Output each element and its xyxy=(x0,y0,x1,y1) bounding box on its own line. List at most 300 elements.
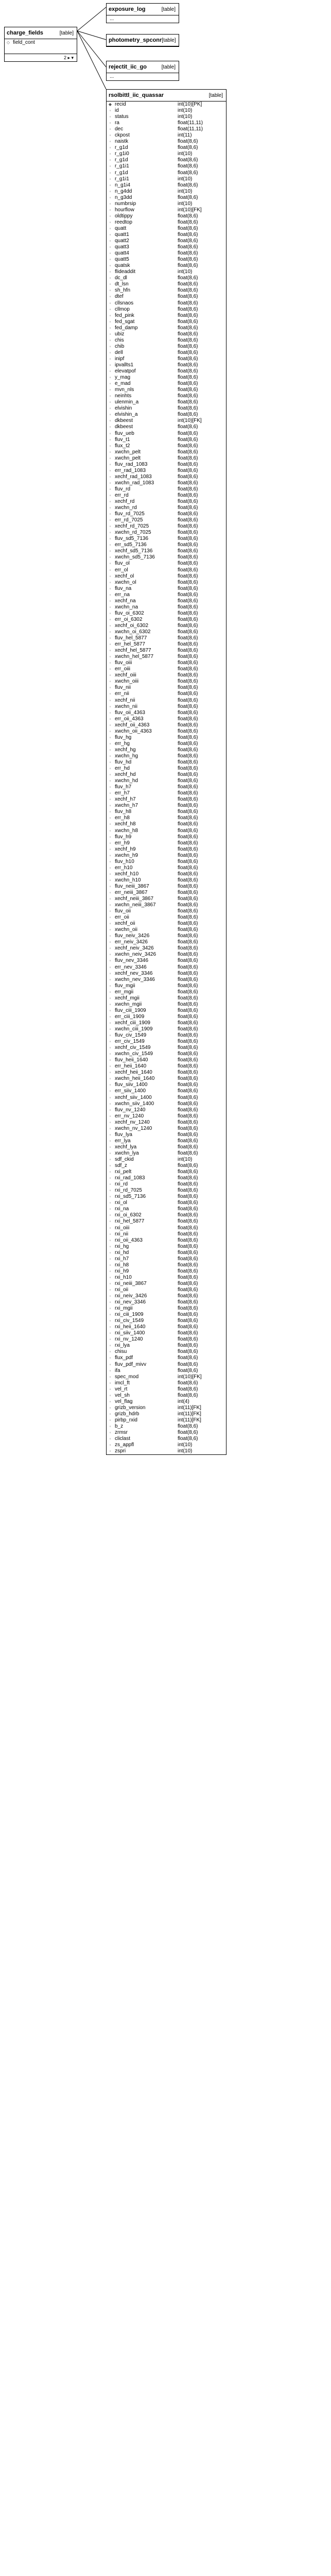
column-icon: ◦ xyxy=(109,1287,111,1292)
column-icon: ◦ xyxy=(109,673,111,678)
column-name: b_z xyxy=(115,1423,124,1429)
table-row xyxy=(107,598,226,604)
column-icon: ◦ xyxy=(109,369,111,374)
column-type: float(8,6) xyxy=(178,300,198,306)
column-icon: ◦ xyxy=(109,1089,111,1094)
column-name: xwchn_hd xyxy=(115,778,138,784)
column-icon: ◦ xyxy=(109,394,111,399)
table-charge-fields[interactable] xyxy=(4,27,77,62)
table-row xyxy=(107,1411,226,1417)
column-name: xwchn_oi_6302 xyxy=(115,629,151,635)
column-icon: ◦ xyxy=(109,1002,111,1007)
column-name: n_g3dd xyxy=(115,194,132,200)
table-row xyxy=(107,790,226,796)
table-row xyxy=(107,561,226,567)
table-row xyxy=(107,592,226,598)
table-footer xyxy=(5,54,77,61)
column-icon: ◦ xyxy=(109,1325,111,1330)
table-row xyxy=(107,443,226,449)
column-type: int(10)[FK] xyxy=(178,207,202,213)
column-icon: ◦ xyxy=(109,1070,111,1075)
column-icon: ◦ xyxy=(109,1231,111,1236)
column-name: xwchn_nii xyxy=(115,703,137,709)
column-type: float(8,6) xyxy=(178,542,198,548)
table-row xyxy=(107,1330,226,1336)
column-type: float(8,6) xyxy=(178,766,198,772)
column-name: quatsk xyxy=(115,263,130,269)
column-type: float(8,6) xyxy=(178,530,198,536)
column-icon: ◦ xyxy=(109,921,111,926)
column-name: r_g1d xyxy=(115,157,128,163)
column-type: float(8,6) xyxy=(178,697,198,703)
column-icon: ◦ xyxy=(109,549,111,554)
table-row xyxy=(107,337,226,344)
table-row xyxy=(107,430,226,436)
link-line xyxy=(77,7,106,31)
column-type: int(10)[FK] xyxy=(178,418,202,424)
column-name: vel_sh xyxy=(115,1392,130,1398)
column-type: float(8,6) xyxy=(178,443,198,449)
column-type: float(8,6) xyxy=(178,486,198,492)
column-name: xwchn_hg xyxy=(115,753,138,759)
column-type: float(8,6) xyxy=(178,877,198,883)
column-type: float(8,6) xyxy=(178,1336,198,1343)
column-type: int(10) xyxy=(178,176,193,182)
column-name: rxi_heii_1640 xyxy=(115,1324,146,1330)
column-type: float(8,6) xyxy=(178,790,198,796)
column-name: vel_flag xyxy=(115,1398,133,1404)
column-icon: ◦ xyxy=(109,1039,111,1044)
column-icon: ◦ xyxy=(109,896,111,902)
column-type: float(8,6) xyxy=(178,1386,198,1392)
column-name: grizb_version xyxy=(115,1404,146,1411)
column-icon: ◦ xyxy=(109,716,111,721)
table-row xyxy=(107,368,226,375)
column-icon: ◦ xyxy=(109,1033,111,1038)
column-icon: ◦ xyxy=(109,573,111,579)
column-name: vel_rt xyxy=(115,1386,128,1392)
column-name: fed_pink xyxy=(115,312,134,318)
column-name: xwchn_oii xyxy=(115,927,137,933)
table-tag: [table] xyxy=(208,92,223,98)
table-row xyxy=(107,114,226,120)
table-row xyxy=(107,399,226,405)
column-icon: ◦ xyxy=(109,567,111,572)
column-type: float(8,6) xyxy=(178,430,198,436)
column-type: float(8,6) xyxy=(178,803,198,809)
table-row xyxy=(107,741,226,747)
column-name: xwchn_nv_1240 xyxy=(115,1125,152,1131)
column-icon: ◦ xyxy=(109,698,111,703)
column-name: sdf_z xyxy=(115,1163,127,1169)
column-type: float(8,6) xyxy=(178,244,198,250)
link-line xyxy=(77,31,106,67)
column-type: float(8,6) xyxy=(178,355,198,362)
column-type: float(8,6) xyxy=(178,1392,198,1398)
column-icon: ◦ xyxy=(109,797,111,802)
column-name: dc_dl xyxy=(115,275,127,281)
table-row xyxy=(107,747,226,753)
column-icon: ◦ xyxy=(109,1144,111,1149)
column-type: float(8,6) xyxy=(178,548,198,554)
table-row xyxy=(107,331,226,337)
column-icon: ◦ xyxy=(109,536,111,541)
column-name: xechf_civ_1549 xyxy=(115,1045,151,1051)
column-type: float(8,6) xyxy=(178,1367,198,1374)
key-icon: ◇ xyxy=(6,40,10,45)
column-name: xechf_oii xyxy=(115,921,135,927)
table-row xyxy=(5,39,77,46)
column-name: rxi_mgii xyxy=(115,1306,133,1312)
table-row xyxy=(107,108,226,114)
column-icon: ◦ xyxy=(109,337,111,343)
column-type: float(8,6) xyxy=(178,306,198,312)
column-type: float(8,6) xyxy=(178,616,198,622)
column-icon: ◦ xyxy=(109,213,111,218)
column-type: float(8,6) xyxy=(178,424,198,430)
column-icon: ◦ xyxy=(109,524,111,529)
column-type: float(8,6) xyxy=(178,1001,198,1007)
table-row xyxy=(107,1250,226,1256)
table-row xyxy=(107,716,226,722)
table-row xyxy=(107,474,226,480)
table-row xyxy=(107,672,226,679)
table-row xyxy=(107,505,226,511)
column-icon: ◦ xyxy=(109,294,111,299)
column-icon: ◦ xyxy=(109,307,111,312)
column-icon: ◦ xyxy=(109,350,111,355)
column-icon: ◦ xyxy=(109,207,111,212)
table-row xyxy=(107,1126,226,1132)
table-main[interactable] xyxy=(106,89,227,1455)
column-type: float(8,6) xyxy=(178,1113,198,1119)
column-type: float(8,6) xyxy=(178,889,198,895)
table-row xyxy=(107,275,226,281)
column-name: naistk xyxy=(115,139,129,145)
column-name: err_ol xyxy=(115,567,128,573)
column-icon: ◦ xyxy=(109,127,111,132)
column-name: fluv_hg xyxy=(115,734,132,740)
column-name: fed_damp xyxy=(115,325,138,331)
column-icon: ◦ xyxy=(109,772,111,777)
column-icon: ◦ xyxy=(109,1225,111,1230)
column-type: float(8,6) xyxy=(178,455,198,461)
column-icon: ◦ xyxy=(109,1343,111,1348)
column-type: float(8,6) xyxy=(178,1188,198,1194)
column-name: xwchn_pelt xyxy=(115,449,141,455)
column-icon: ◦ xyxy=(109,474,111,479)
table-header xyxy=(107,4,179,15)
column-icon: ◦ xyxy=(109,486,111,492)
table-row xyxy=(107,902,226,908)
column-icon: ◦ xyxy=(109,1052,111,1057)
column-type: float(8,6) xyxy=(178,740,198,747)
column-type: float(8,6) xyxy=(178,536,198,542)
column-name: mvn_nls xyxy=(115,387,134,393)
table-row xyxy=(107,580,226,586)
column-type: float(8,6) xyxy=(178,679,198,685)
table-row xyxy=(107,1405,226,1411)
table-row xyxy=(107,1287,226,1293)
column-icon: ◦ xyxy=(109,1349,111,1354)
table-row xyxy=(107,287,226,294)
column-name: fluv_nv_1240 xyxy=(115,1107,146,1113)
table-row xyxy=(107,617,226,623)
column-name: rxi_neiii_3867 xyxy=(115,1280,147,1286)
table-row xyxy=(107,101,226,108)
column-icon: ◦ xyxy=(109,1101,111,1106)
table-row xyxy=(107,1026,226,1032)
column-icon: ◦ xyxy=(109,685,111,690)
column-type: float(8,6) xyxy=(178,809,198,815)
table-row xyxy=(107,1349,226,1355)
table-row xyxy=(107,238,226,244)
table-row xyxy=(107,281,226,287)
table-row xyxy=(107,412,226,418)
table-row xyxy=(107,908,226,914)
column-name: xechf_nii xyxy=(115,697,135,703)
table-row xyxy=(107,1324,226,1330)
table-row xyxy=(107,1417,226,1423)
column-name: fluv_civ_1549 xyxy=(115,1032,147,1039)
column-icon: ◦ xyxy=(109,660,111,666)
table-row xyxy=(107,1423,226,1430)
table-reject[interactable] xyxy=(106,61,179,81)
table-row xyxy=(107,1206,226,1212)
table-row xyxy=(107,362,226,368)
column-type: float(8,6) xyxy=(178,945,198,952)
table-name: photometry_spconr xyxy=(109,37,162,43)
column-icon: ◦ xyxy=(109,753,111,758)
column-type: float(8,6) xyxy=(178,194,198,200)
table-row xyxy=(107,542,226,548)
column-name: xwchn_pelt xyxy=(115,455,141,461)
column-type: float(8,6) xyxy=(178,163,198,170)
table-row xyxy=(107,871,226,877)
column-icon: ◦ xyxy=(109,381,111,386)
column-icon: ◦ xyxy=(109,145,111,150)
column-name: rxi_oii xyxy=(115,1286,129,1293)
column-type: float(8,6) xyxy=(178,1051,198,1057)
column-type: float(8,6) xyxy=(178,939,198,945)
column-icon: ◦ xyxy=(109,865,111,870)
column-name: fluv_na xyxy=(115,585,132,591)
column-name: ulenmin_a xyxy=(115,399,139,405)
column-name: fluv_ueb xyxy=(115,430,134,436)
column-name: n_g4dd xyxy=(115,188,132,194)
column-icon: ◦ xyxy=(109,834,111,839)
column-name: rxi_hd xyxy=(115,1249,129,1256)
column-icon: ◦ xyxy=(109,1256,111,1261)
column-name: fluv_pdf_mivv xyxy=(115,1361,147,1367)
table-row xyxy=(107,827,226,834)
column-name: fluv_hel_5877 xyxy=(115,635,147,641)
table-row xyxy=(107,623,226,629)
column-type: float(8,6) xyxy=(178,970,198,976)
table-row xyxy=(107,1225,226,1231)
column-name: dec xyxy=(115,126,124,132)
column-icon: ◦ xyxy=(109,704,111,709)
column-name: fluv_oi_6302 xyxy=(115,610,144,616)
table-row xyxy=(107,1014,226,1020)
column-icon: ◦ xyxy=(109,853,111,858)
table-row xyxy=(107,1212,226,1218)
table-row xyxy=(107,313,226,319)
table-row xyxy=(107,846,226,853)
column-name: field_cont xyxy=(13,40,35,45)
column-icon: ◦ xyxy=(109,282,111,287)
table-row xyxy=(107,977,226,983)
table-row xyxy=(107,735,226,741)
column-name: xechf_h9 xyxy=(115,846,136,852)
column-name: err_rad_1083 xyxy=(115,467,146,473)
table-row xyxy=(107,554,226,561)
column-name: xechf_sd5_7136 xyxy=(115,548,153,554)
column-icon: ◦ xyxy=(109,1430,111,1435)
column-name: quatt xyxy=(115,225,127,231)
table-row xyxy=(107,182,226,189)
column-type: int(10) xyxy=(178,1442,193,1448)
column-name: imcl_ft xyxy=(115,1380,130,1386)
table-row xyxy=(107,300,226,307)
table-header xyxy=(107,90,226,101)
table-row xyxy=(107,945,226,952)
table-row xyxy=(107,1430,226,1436)
column-type: float(8,6) xyxy=(178,666,198,672)
table-photometry[interactable] xyxy=(106,34,179,47)
column-icon: ◦ xyxy=(109,1337,111,1342)
column-type: float(8,6) xyxy=(178,492,198,498)
column-icon: ◦ xyxy=(109,1138,111,1143)
column-type: float(8,6) xyxy=(178,554,198,561)
table-row xyxy=(107,437,226,443)
table-row xyxy=(107,1231,226,1238)
column-name: fluv_rad_1083 xyxy=(115,461,148,467)
column-icon: ◦ xyxy=(109,1219,111,1224)
column-icon: ◦ xyxy=(109,940,111,945)
column-type: float(8,6) xyxy=(178,976,198,982)
table-row xyxy=(107,1188,226,1194)
table-row xyxy=(107,387,226,393)
column-name: fluv_heii_1640 xyxy=(115,1057,148,1063)
table-row xyxy=(107,1051,226,1057)
column-name: y_mag xyxy=(115,375,131,381)
column-type: float(8,6) xyxy=(178,1243,198,1249)
table-row xyxy=(107,219,226,226)
column-icon: ◦ xyxy=(109,195,111,200)
table-row xyxy=(107,1393,226,1399)
column-type: float(8,6) xyxy=(178,325,198,331)
column-icon: ◦ xyxy=(109,691,111,697)
column-type: float(8,6) xyxy=(178,722,198,728)
column-name: err_h10 xyxy=(115,865,133,871)
table-row xyxy=(107,1132,226,1138)
table-row xyxy=(107,995,226,1002)
table-tag: [table] xyxy=(161,64,176,70)
table-row xyxy=(107,269,226,275)
column-icon: ◦ xyxy=(109,630,111,634)
column-name: err_mgii xyxy=(115,989,134,995)
column-name: xwchn_h10 xyxy=(115,877,141,883)
column-type: float(8,6) xyxy=(178,635,198,641)
column-name: rxi_ciii_1909 xyxy=(115,1312,144,1318)
column-icon: ◦ xyxy=(109,654,111,659)
column-icon: ◦ xyxy=(109,176,111,181)
column-name: fluv_neiv_3426 xyxy=(115,933,150,939)
column-icon: ◦ xyxy=(109,1182,111,1187)
column-type: float(8,6) xyxy=(178,573,198,579)
table-row xyxy=(107,511,226,517)
column-type: float(8,6) xyxy=(178,1194,198,1200)
column-icon: ◦ xyxy=(109,462,111,467)
column-type: float(8,6) xyxy=(178,846,198,852)
column-icon: ◦ xyxy=(109,877,111,883)
column-type: float(8,6) xyxy=(178,1349,198,1355)
column-name: r_g1d xyxy=(115,145,128,151)
column-icon: ◦ xyxy=(109,747,111,752)
column-name: flideaddit xyxy=(115,269,136,275)
table-row xyxy=(107,933,226,939)
table-row xyxy=(107,157,226,163)
column-type: int(10) xyxy=(178,151,193,157)
column-name: flux_pdf xyxy=(115,1355,133,1361)
column-name: numbrsip xyxy=(115,200,136,207)
column-icon: ◦ xyxy=(109,1405,111,1410)
column-type: float(8,6) xyxy=(178,778,198,784)
column-icon: ◦ xyxy=(109,1411,111,1416)
column-name: err_ciii_1909 xyxy=(115,1013,145,1020)
table-exposure-log[interactable] xyxy=(106,3,179,23)
table-row xyxy=(107,877,226,884)
column-icon: ◦ xyxy=(109,1275,111,1280)
table-row xyxy=(107,126,226,132)
table-row xyxy=(107,635,226,641)
column-type: float(8,6) xyxy=(178,1026,198,1032)
column-type: float(8,6) xyxy=(178,921,198,927)
column-icon: ◦ xyxy=(109,1368,111,1373)
column-icon: ◦ xyxy=(109,406,111,411)
column-icon: ◦ xyxy=(109,778,111,784)
table-row xyxy=(107,523,226,530)
column-name: xechf_heii_1640 xyxy=(115,1070,152,1076)
column-name: err_na xyxy=(115,591,130,598)
table-row xyxy=(107,666,226,672)
column-name: rxi_lya xyxy=(115,1343,130,1349)
table-row xyxy=(107,964,226,971)
table-row xyxy=(107,1163,226,1169)
column-type: float(8,6) xyxy=(178,815,198,821)
column-type: float(8,6) xyxy=(178,1070,198,1076)
column-name: chisu xyxy=(115,1349,127,1355)
column-icon: ◦ xyxy=(109,816,111,821)
table-row xyxy=(107,952,226,958)
column-icon: ◦ xyxy=(109,1194,111,1199)
column-icon: ◦ xyxy=(109,623,111,628)
column-type: float(8,6) xyxy=(178,952,198,958)
column-name: xwchn_oiii xyxy=(115,679,139,685)
column-icon: ◦ xyxy=(109,1281,111,1286)
column-icon: ◦ xyxy=(109,1306,111,1311)
column-icon: ◦ xyxy=(109,505,111,511)
column-name: fluv_hd xyxy=(115,759,132,765)
table-row xyxy=(107,815,226,821)
column-name: cllsnaos xyxy=(115,300,134,306)
table-row xyxy=(107,884,226,890)
column-name: xwchn_siiv_1400 xyxy=(115,1100,154,1107)
column-type: float(8,6) xyxy=(178,989,198,995)
table-row xyxy=(107,1293,226,1299)
column-icon: ◦ xyxy=(109,735,111,740)
